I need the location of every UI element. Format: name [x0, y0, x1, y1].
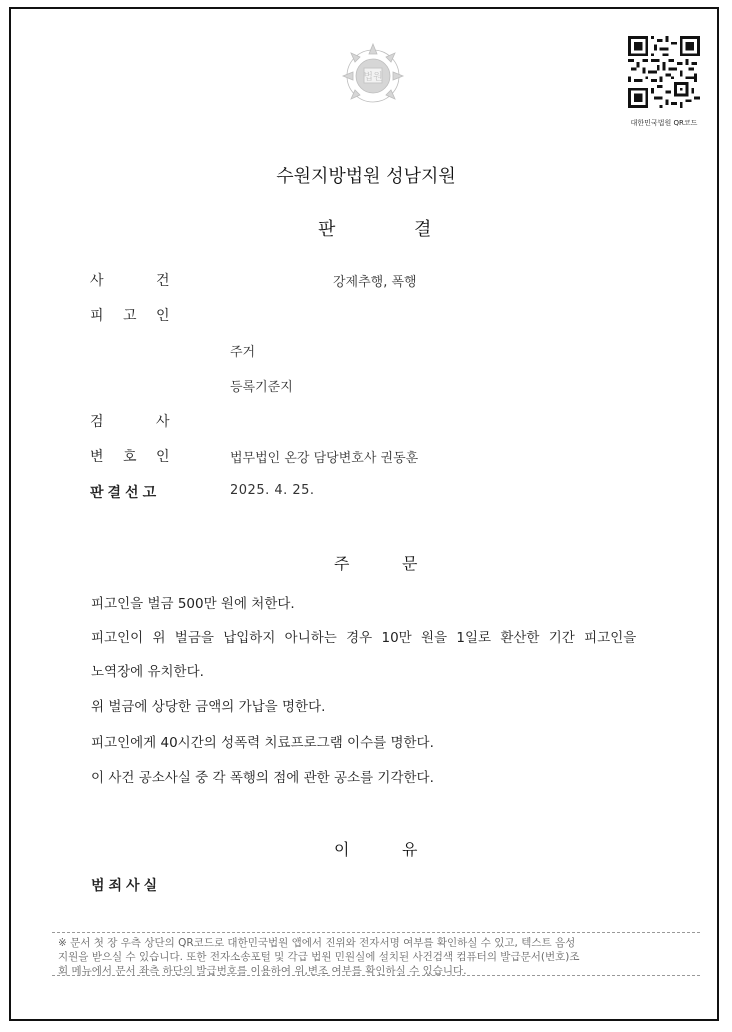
seal-text: 법원 [363, 72, 383, 83]
prosecutor-label-char: 사 [156, 414, 170, 430]
case-value: 강제추행, 폭행 [333, 275, 417, 290]
defendant-label-char: 인 [156, 308, 170, 324]
residence-label: 주거 [230, 345, 256, 360]
order-line: 피고인을 벌금 500만 원에 처한다. [91, 596, 295, 612]
case-label-char: 사 [90, 273, 104, 289]
reasons-title-right: 유 [402, 840, 418, 859]
defendant-label-char: 고 [123, 308, 137, 324]
order-line: 피고인이 위 벌금을 납입하지 아니하는 경우 10만 원을 1일로 환산한 기간 피고인을 [91, 630, 637, 646]
decision-date-value: 2025. 4. 25. [230, 483, 315, 498]
order-line: 노역장에 유치한다. [91, 664, 204, 680]
footer-notice-line: ※ 문서 첫 장 우측 상단의 QR코드로 대한민국법원 앱에서 진위와 전자서명 여부를 확인하실 수 있고, 텍스트 음성 [58, 937, 576, 949]
reasons-title-left: 이 [334, 840, 350, 859]
court-name: 수원지방법원 성남지원 [276, 166, 456, 187]
criminal-facts-heading: 범죄사실 [91, 878, 162, 894]
order-line: 위 벌금에 상당한 금액의 가납을 명한다. [91, 699, 326, 715]
page-border [9, 7, 719, 1021]
counsel-label-char: 변 [90, 449, 104, 465]
doc-title-right: 결 [414, 219, 432, 240]
decision-date-label: 판결선고 [90, 485, 161, 501]
case-label-char: 건 [156, 273, 170, 289]
order-line: 피고인에게 40시간의 성폭력 치료프로그램 이수를 명한다. [91, 735, 434, 751]
footer-notice [52, 932, 700, 976]
defendant-label-char: 피 [90, 308, 104, 324]
footer-notice-line: 지원을 받으실 수 있습니다. 또한 전자소송포털 및 각급 법원 민원실에 설치된 사건검색 컴퓨터의 발급문서(번호)조 [58, 951, 580, 963]
counsel-value: 법무법인 온강 담당변호사 권동훈 [230, 451, 419, 466]
qr-caption: 대한민국법원 QR코드 [630, 119, 698, 127]
qr-code-icon[interactable] [628, 36, 700, 108]
counsel-label-char: 호 [123, 449, 137, 465]
order-title-left: 주 [334, 554, 350, 573]
doc-title-left: 판 [318, 219, 336, 240]
counsel-label-char: 인 [156, 449, 170, 465]
footer-notice-line: 회 메뉴에서 문서 좌측 하단의 발급번호를 이용하여 위,변조 여부를 확인하실 수 있습니다. [58, 965, 467, 977]
court-seal-logo [337, 38, 409, 110]
registered-domicile-label: 등록기준지 [230, 380, 293, 395]
order-line: 이 사건 공소사실 중 각 폭행의 점에 관한 공소를 기각한다. [91, 770, 434, 786]
order-title-right: 문 [402, 554, 418, 573]
prosecutor-label-char: 검 [90, 414, 104, 430]
